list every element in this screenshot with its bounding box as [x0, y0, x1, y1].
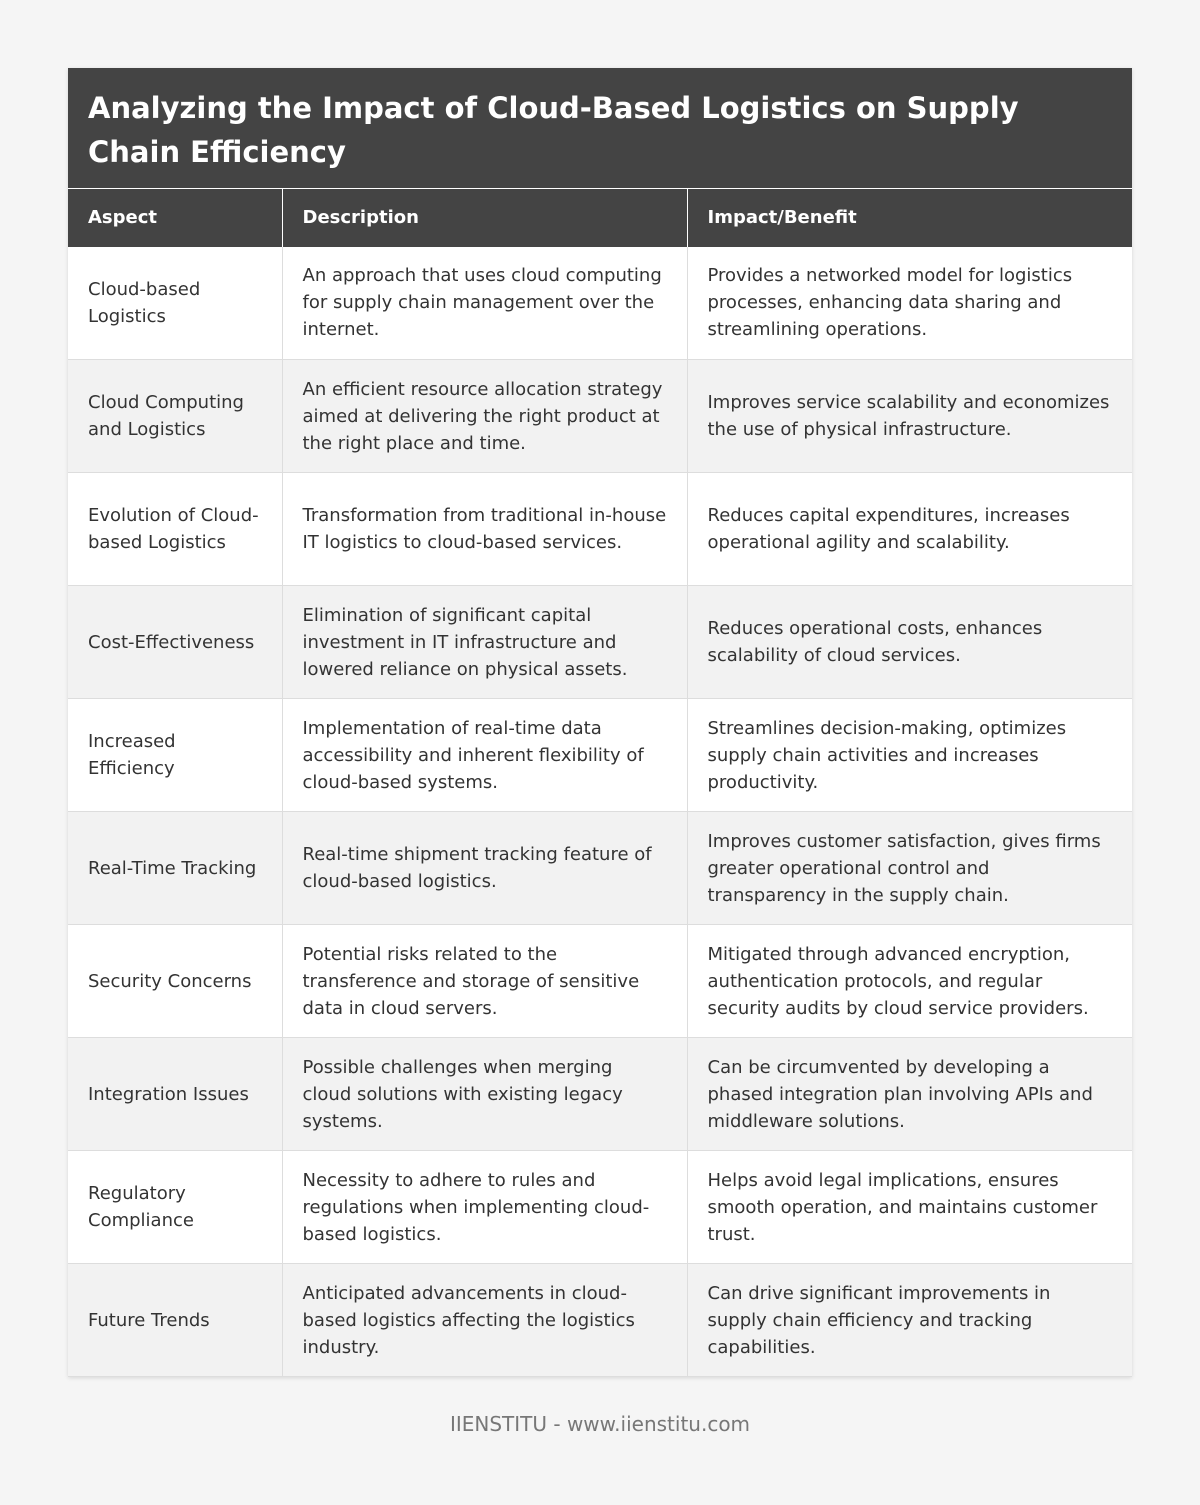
cell-description: Transformation from traditional in-house IT logistics to cloud-based services.: [282, 473, 687, 586]
cell-impact: Helps avoid legal implications, ensures smooth operation, and maintains customer trust.: [687, 1151, 1132, 1264]
cell-impact: Reduces capital expenditures, increases operational agility and scalability.: [687, 473, 1132, 586]
table-row: [68, 247, 1132, 360]
cell-aspect: Increased Efficiency: [68, 699, 282, 812]
cell-impact: Mitigated through advanced encryption, authentication protocols, and regular security audits by cloud service providers.: [687, 925, 1132, 1038]
cell-aspect: Security Concerns: [68, 925, 282, 1038]
footer-credit: IIENSTITU - www.iienstitu.com: [449, 1412, 751, 1436]
cell-impact: Can drive significant improvements in supply chain efficiency and tracking capabilities.: [687, 1264, 1132, 1377]
column-header-description: Description: [282, 189, 687, 247]
column-header-aspect: Aspect: [68, 189, 282, 247]
cell-description: Necessity to adhere to rules and regulations when implementing cloud-based logistics.: [282, 1151, 687, 1264]
cell-description: An efficient resource allocation strategy aimed at delivering the right product at the right place and time.: [282, 360, 687, 473]
column-header-impact: Impact/Benefit: [687, 189, 1132, 247]
cell-aspect: Evolution of Cloud-based Logistics: [68, 473, 282, 586]
table-row: [68, 473, 1132, 586]
cell-impact: Improves customer satisfaction, gives firms greater operational control and transparency in the supply chain.: [687, 812, 1132, 925]
table-row: [68, 1151, 1132, 1264]
cell-impact: Improves service scalability and economizes the use of physical infrastructure.: [687, 360, 1132, 473]
cell-impact: Provides a networked model for logistics processes, enhancing data sharing and streamlining operations.: [687, 247, 1132, 360]
cell-aspect: Integration Issues: [68, 1038, 282, 1151]
cell-description: Potential risks related to the transference and storage of sensitive data in cloud servers.: [282, 925, 687, 1038]
cell-aspect: Cloud Computing and Logistics: [68, 360, 282, 473]
cell-impact: Reduces operational costs, enhances scalability of cloud services.: [687, 586, 1132, 699]
cell-aspect: Cloud-based Logistics: [68, 247, 282, 360]
cell-description: Possible challenges when merging cloud solutions with existing legacy systems.: [282, 1038, 687, 1151]
table-row: [68, 586, 1132, 699]
cell-description: Anticipated advancements in cloud-based logistics affecting the logistics industry.: [282, 1264, 687, 1377]
cell-aspect: Cost-Effectiveness: [68, 586, 282, 699]
cell-description: An approach that uses cloud computing for supply chain management over the internet.: [282, 247, 687, 360]
table-row: [68, 699, 1132, 812]
cell-impact: Can be circumvented by developing a phased integration plan involving APIs and middleware solutions.: [687, 1038, 1132, 1151]
cell-aspect: Future Trends: [68, 1264, 282, 1377]
table-row: [68, 1264, 1132, 1377]
header-row: [68, 189, 1132, 247]
cell-aspect: Regulatory Compliance: [68, 1151, 282, 1264]
cell-aspect: Real-Time Tracking: [68, 812, 282, 925]
table-row: [68, 1038, 1132, 1151]
cell-description: Elimination of significant capital investment in IT infrastructure and lowered reliance on physical assets.: [282, 586, 687, 699]
table-row: [68, 360, 1132, 473]
cell-description: Implementation of real-time data accessibility and inherent flexibility of cloud-based systems.: [282, 699, 687, 812]
table-card: [68, 68, 1132, 1377]
table-row: [68, 812, 1132, 925]
data-table: [68, 188, 1132, 1377]
table-title: Analyzing the Impact of Cloud-Based Logistics on Supply Chain Efficiency: [68, 68, 1132, 188]
cell-impact: Streamlines decision-making, optimizes supply chain activities and increases productivity.: [687, 699, 1132, 812]
cell-description: Real-time shipment tracking feature of cloud-based logistics.: [282, 812, 687, 925]
table-row: [68, 925, 1132, 1038]
